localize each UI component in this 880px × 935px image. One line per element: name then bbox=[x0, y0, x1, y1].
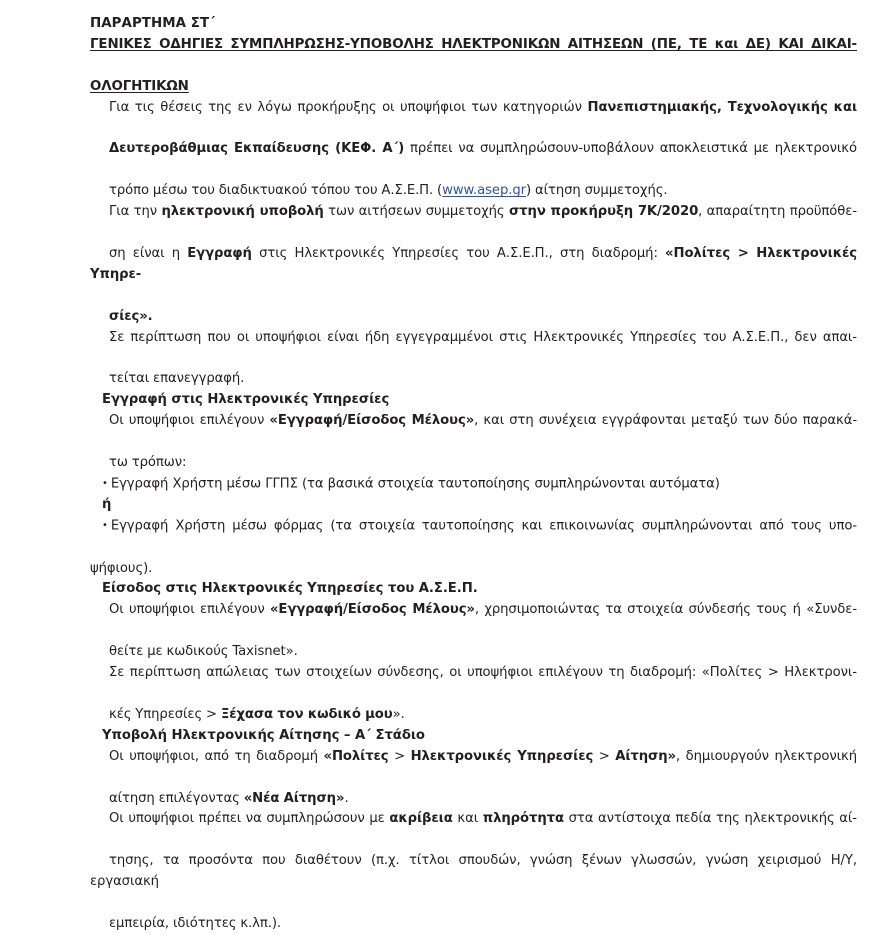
p8-l1-b: ακρίβεια bbox=[389, 811, 453, 827]
p2-l2-c: στις Ηλεκτρονικές Υπηρεσίες του Α.Σ.Ε.Π., στη διαδρομή: bbox=[251, 245, 666, 261]
asep-website-link[interactable]: www.asep.gr bbox=[442, 183, 526, 199]
paragraph-login-credentials bbox=[90, 600, 857, 663]
paragraph-electronic-application-intro bbox=[90, 98, 857, 203]
document-body bbox=[90, 14, 857, 935]
list-item bbox=[90, 474, 857, 495]
paragraph-line bbox=[90, 98, 857, 140]
bullet-icon: • bbox=[102, 520, 108, 532]
p8-l1-c: και bbox=[452, 811, 483, 827]
paragraph-line bbox=[90, 600, 857, 642]
list-item bbox=[90, 516, 857, 579]
paragraph-line bbox=[90, 747, 857, 789]
p1-l2-text: πρέπει να συμπληρώσουν-υποβάλουν αποκλειστικά με ηλεκτρονικό bbox=[404, 141, 857, 157]
paragraph-line: θείτε με κωδικούς Taxisnet». bbox=[109, 644, 298, 660]
p7-l2-a: αίτηση επιλέγοντας bbox=[109, 790, 244, 806]
section-heading-login: Είσοδος στις Ηλεκτρονικές Υπηρεσίες του Α.Σ.Ε.Π. bbox=[102, 581, 478, 597]
paragraph-line: Σε περίπτωση απώλειας των στοιχείων σύνδεσης, οι υποψήφιοι επιλέγουν τη διαδρομή: «Πολίτες > Ηλεκτρονι- bbox=[109, 665, 857, 681]
main-heading-line-2: ΟΛΟΓΗΤΙΚΩΝ bbox=[90, 78, 189, 94]
paragraph-new-application-path bbox=[90, 747, 857, 810]
paragraph-line: εμπειρία, ιδιότητες κ.λπ.). bbox=[109, 915, 281, 931]
bullet-text-ggps: Εγγραφή Χρήστη μέσω ΓΓΠΣ (τα βασικά στοιχεία ταυτοποίησης συμπληρώνονται αυτόματα) bbox=[110, 476, 720, 492]
paragraph-forgot-password bbox=[90, 663, 857, 726]
p2-l2-d: «Πολίτες > Ηλεκτρονικές Υπηρε- bbox=[90, 245, 857, 282]
p4-l1-b: «Εγγραφή/Είσοδος Μέλους» bbox=[269, 413, 475, 429]
p2-l1-c: των αιτήσεων συμμετοχής bbox=[323, 204, 509, 220]
paragraph-line: τείται επανεγγραφή. bbox=[109, 371, 245, 387]
paragraph-already-registered bbox=[90, 328, 857, 391]
paragraph-line: τησης, τα προσόντα που διαθέτουν (π.χ. τίτλοι σπουδών, γνώση ξένων γλωσσών, γνώση χειρισμού Η/Υ, εργασιακή bbox=[90, 853, 857, 890]
p7-l1-d: Ηλεκτρονικές Υπηρεσίες bbox=[410, 748, 594, 764]
p4-l1-a: Οι υποψήφιοι επιλέγουν bbox=[109, 413, 270, 429]
paragraph-line: τω τρόπων: bbox=[109, 455, 187, 471]
paragraph-line bbox=[90, 705, 857, 726]
p5-l1-b: «Εγγραφή/Είσοδος Μέλους» bbox=[269, 602, 475, 618]
appendix-label: ΠΑΡΑΡΤΗΜΑ ΣΤ΄ bbox=[90, 16, 216, 31]
p1-l1-text: Για τις θέσεις της εν λόγω προκήρυξης οι υποψήφιοι των κατηγοριών bbox=[109, 99, 588, 115]
p7-l1-b: «Πολίτες bbox=[323, 748, 389, 764]
p2-l1-b: ηλεκτρονική υποβολή bbox=[161, 204, 324, 220]
paragraph-accuracy-completeness bbox=[90, 809, 857, 934]
p4-l1-c: , και στη συνέχεια εγγράφονται μεταξύ των δύο παρακά- bbox=[474, 413, 858, 429]
bullet-text-form: Εγγραφή Χρήστη μέσω φόρμας (τα στοιχεία ταυτοποίησης και επικοινωνίας συμπληρώνονται από τους υπο- bbox=[110, 518, 857, 534]
paragraph-line: ψήφιους). bbox=[90, 560, 153, 576]
paragraph-member-registration-options bbox=[90, 411, 857, 474]
p1-l3-text: τρόπο μέσω του διαδικτυακού τόπου του Α.Σ.Ε.Π. ( bbox=[109, 183, 443, 199]
p2-l1-d: στην προκήρυξη 7Κ/2020 bbox=[508, 204, 699, 220]
p2-l2-a: ση είναι η bbox=[109, 245, 188, 261]
paragraph-line: Σε περίπτωση που οι υποψήφιοι είναι ήδη εγγεγραμμένοι στις Ηλεκτρονικές Υπηρεσίες του Α.Σ.Ε.Π., δεν απαι- bbox=[109, 329, 857, 345]
paragraph-line bbox=[90, 411, 857, 453]
paragraph-registration-prerequisite bbox=[90, 202, 857, 327]
p6-l2-c: ». bbox=[392, 706, 405, 722]
p1-l1-bold: Πανεπιστημιακής, Τεχνολογικής και bbox=[587, 99, 857, 115]
p7-l1-f: Αίτηση» bbox=[615, 748, 676, 764]
p2-l2-b: Εγγραφή bbox=[187, 245, 252, 261]
section-heading-registration: Εγγραφή στις Ηλεκτρονικές Υπηρεσίες bbox=[102, 392, 390, 408]
p8-l1-d: πληρότητα bbox=[482, 811, 564, 827]
p7-l1-g: , δημιουργούν ηλεκτρονική bbox=[676, 748, 858, 764]
main-heading-line-1: ΓΕΝΙΚΕΣ ΟΔΗΓΙΕΣ ΣΥΜΠΛΗΡΩΣΗΣ-ΥΠΟΒΟΛΗΣ ΗΛΕΚΤΡΟΝΙΚΩΝ ΑΙΤΗΣΕΩΝ (ΠΕ, ΤΕ και ΔΕ) ΚΑΙ ΔΙΚΑΙ- bbox=[90, 36, 857, 52]
p6-l2-b: Ξέχασα τον κωδικό μου bbox=[220, 706, 393, 722]
paragraph-line bbox=[90, 809, 857, 851]
p8-l1-e: στα αντίστοιχα πεδία της ηλεκτρονικής αί- bbox=[563, 811, 857, 827]
list-separator-or: ή bbox=[102, 497, 112, 513]
p7-l2-c: . bbox=[344, 790, 349, 806]
p2-l3-d: σίες». bbox=[109, 308, 153, 324]
paragraph-line bbox=[90, 139, 857, 181]
section-heading-application-submission: Υποβολή Ηλεκτρονικής Αίτησης – Α΄ Στάδιο bbox=[102, 727, 425, 743]
p7-l1-e: > bbox=[593, 748, 616, 764]
p7-l2-b: «Νέα Αίτηση» bbox=[243, 790, 345, 806]
paragraph-line bbox=[90, 202, 857, 244]
p5-l1-c: , χρησιμοποιώντας τα στοιχεία σύνδεσής τους ή «Συνδε- bbox=[474, 602, 858, 618]
paragraph-line bbox=[90, 789, 857, 810]
document-main-heading bbox=[90, 35, 857, 98]
p7-l1-a: Οι υποψήφιοι, από τη διαδρομή bbox=[109, 748, 324, 764]
p7-l1-c: > bbox=[388, 748, 411, 764]
paragraph-line bbox=[90, 516, 857, 558]
paragraph-line bbox=[90, 181, 857, 202]
bullet-icon: • bbox=[102, 477, 108, 489]
paragraph-line bbox=[90, 307, 857, 328]
p1-l3-tail: ) αίτηση συμμετοχής. bbox=[526, 183, 668, 199]
p8-l1-a: Οι υποψήφιοι πρέπει να συμπληρώσουν με bbox=[109, 811, 390, 827]
p6-l2-a: κές Υπηρεσίες > bbox=[109, 706, 221, 722]
p1-l2-bold: Δευτεροβάθμιας Εκπαίδευσης (ΚΕΦ. Α΄) bbox=[109, 141, 405, 157]
p2-l1-e: , απαραίτητη προϋπόθε- bbox=[698, 204, 857, 220]
p2-l1-a: Για την bbox=[109, 204, 162, 220]
p5-l1-a: Οι υποψήφιοι επιλέγουν bbox=[109, 602, 270, 618]
paragraph-line bbox=[90, 244, 857, 307]
